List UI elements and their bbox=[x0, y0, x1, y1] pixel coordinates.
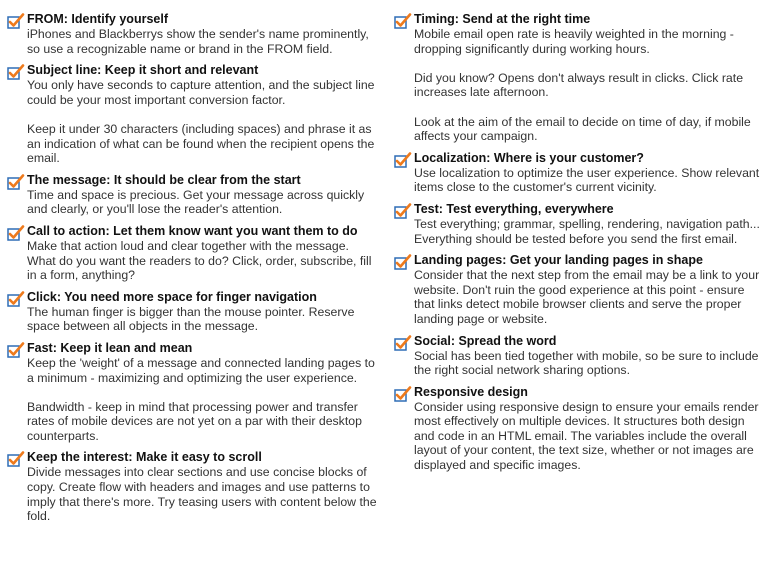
checkbox-checked-icon bbox=[394, 386, 412, 402]
item-title: The message: It should be clear from the start bbox=[27, 172, 301, 187]
item-text: Use localization to optimize the user experience. Show relevant items close to the customer's current vicinity. bbox=[414, 165, 760, 195]
checkbox-checked-icon bbox=[394, 152, 412, 168]
checklist-item-landing-pages bbox=[394, 253, 766, 326]
item-title: FROM: Identify yourself bbox=[27, 12, 168, 26]
item-title: Subject line: Keep it short and relevant bbox=[27, 63, 259, 78]
checkbox-checked-icon bbox=[394, 13, 412, 29]
checklist-item-social bbox=[394, 334, 766, 378]
checkbox-checked-icon bbox=[7, 451, 25, 467]
checkbox-checked-icon bbox=[7, 13, 25, 29]
item-text: Time and space is precious. Get your message across quickly and clearly, or you'll lose the reader's attention. bbox=[27, 187, 365, 217]
item-title: Landing pages: Get your landing pages in shape bbox=[414, 253, 703, 268]
checkbox-checked-icon bbox=[394, 254, 412, 270]
item-title: Responsive design bbox=[414, 384, 528, 399]
item-text: Divide messages into clear sections and use concise blocks of copy. Create flow with headers and images and use patterns to imply that there's more. Try teasing users with content below the fold. bbox=[27, 465, 377, 524]
item-text: You only have seconds to capture attention, and the subject line could be your most important conversion factor. bbox=[27, 78, 375, 107]
item-text: iPhones and Blackberrys show the sender's name prominently, so use a recognizable name or brand in the FROM field. bbox=[27, 27, 369, 56]
checkbox-checked-icon bbox=[7, 64, 25, 80]
checklist-item-timing bbox=[394, 12, 766, 144]
item-text: Keep the 'weight' of a message and connected landing pages to a minimum - maximizing and optimizing the user experience. bbox=[27, 355, 375, 385]
item-text: Make that action loud and clear together with the message. What do you want the readers to do? Click, order, subscribe, fill in a form, anything? bbox=[27, 238, 372, 283]
item-title: Click: You need more space for finger navigation bbox=[27, 289, 317, 304]
checklist-item-test bbox=[394, 202, 766, 246]
item-text: Keep it under 30 characters (including spaces) and phrase it as an indication of what can be found when the recipient opens the email. bbox=[27, 121, 375, 166]
item-text: Bandwidth - keep in mind that processing power and transfer rates of mobile devices are not yet on a par with their desktop counterparts. bbox=[27, 399, 362, 443]
checkbox-checked-icon bbox=[7, 342, 25, 358]
item-text: The human finger is bigger than the mouse pointer. Reserve space between all objects in the message. bbox=[27, 304, 355, 334]
checklist-item-fast bbox=[7, 341, 379, 444]
right-column bbox=[394, 12, 766, 480]
checkbox-checked-icon bbox=[394, 335, 412, 351]
checklist-item-responsive-design bbox=[394, 385, 766, 473]
checkbox-checked-icon bbox=[7, 225, 25, 241]
item-title: Keep the interest: Make it easy to scroll bbox=[27, 450, 262, 465]
checkbox-checked-icon bbox=[7, 174, 25, 190]
item-title: Social: Spread the word bbox=[414, 333, 557, 348]
checklist-item-message bbox=[7, 173, 379, 217]
item-text: Look at the aim of the email to decide on time of day, if mobile affects your campaign. bbox=[414, 114, 751, 144]
item-text: Did you know? Opens don't always result in clicks. Click rate increases late afternoon. bbox=[414, 70, 744, 100]
item-text: Consider that the next step from the email may be a link to your website. Don't ruin the good experience at this point - ensure that links detect mobile browser clients and serve the proper landing page or website. bbox=[414, 268, 760, 326]
item-title: Test: Test everything, everywhere bbox=[414, 201, 614, 216]
item-text: Mobile email open rate is heavily weighted in the morning - dropping significantly during working hours. bbox=[414, 27, 734, 56]
item-text: Test everything; grammar, spelling, rendering, navigation path... Everything should be tested before you send the first email. bbox=[414, 216, 760, 246]
checklist-item-from bbox=[7, 12, 379, 56]
item-title: Fast: Keep it lean and mean bbox=[27, 340, 193, 355]
left-column bbox=[7, 12, 379, 531]
checkbox-checked-icon bbox=[7, 291, 25, 307]
item-text: Social has been tied together with mobile, so be sure to include the right social network sharing options. bbox=[414, 348, 759, 378]
item-text: Consider using responsive design to ensure your emails render most effectively on multiple devices. It structures both design and code in an HTML email. The variables include the overall layout of your content, the text size, whether or not images are displayed and specific images. bbox=[414, 399, 759, 473]
checklist-item-call-to-action bbox=[7, 224, 379, 283]
checklist-item-localization bbox=[394, 151, 766, 195]
checklist-item-subject-line bbox=[7, 63, 379, 166]
checklist-item-click bbox=[7, 290, 379, 334]
item-title: Call to action: Let them know want you want them to do bbox=[27, 223, 358, 238]
item-title: Timing: Send at the right time bbox=[414, 12, 591, 26]
item-title: Localization: Where is your customer? bbox=[414, 150, 644, 165]
checkbox-checked-icon bbox=[394, 203, 412, 219]
checklist-item-keep-interest bbox=[7, 450, 379, 523]
